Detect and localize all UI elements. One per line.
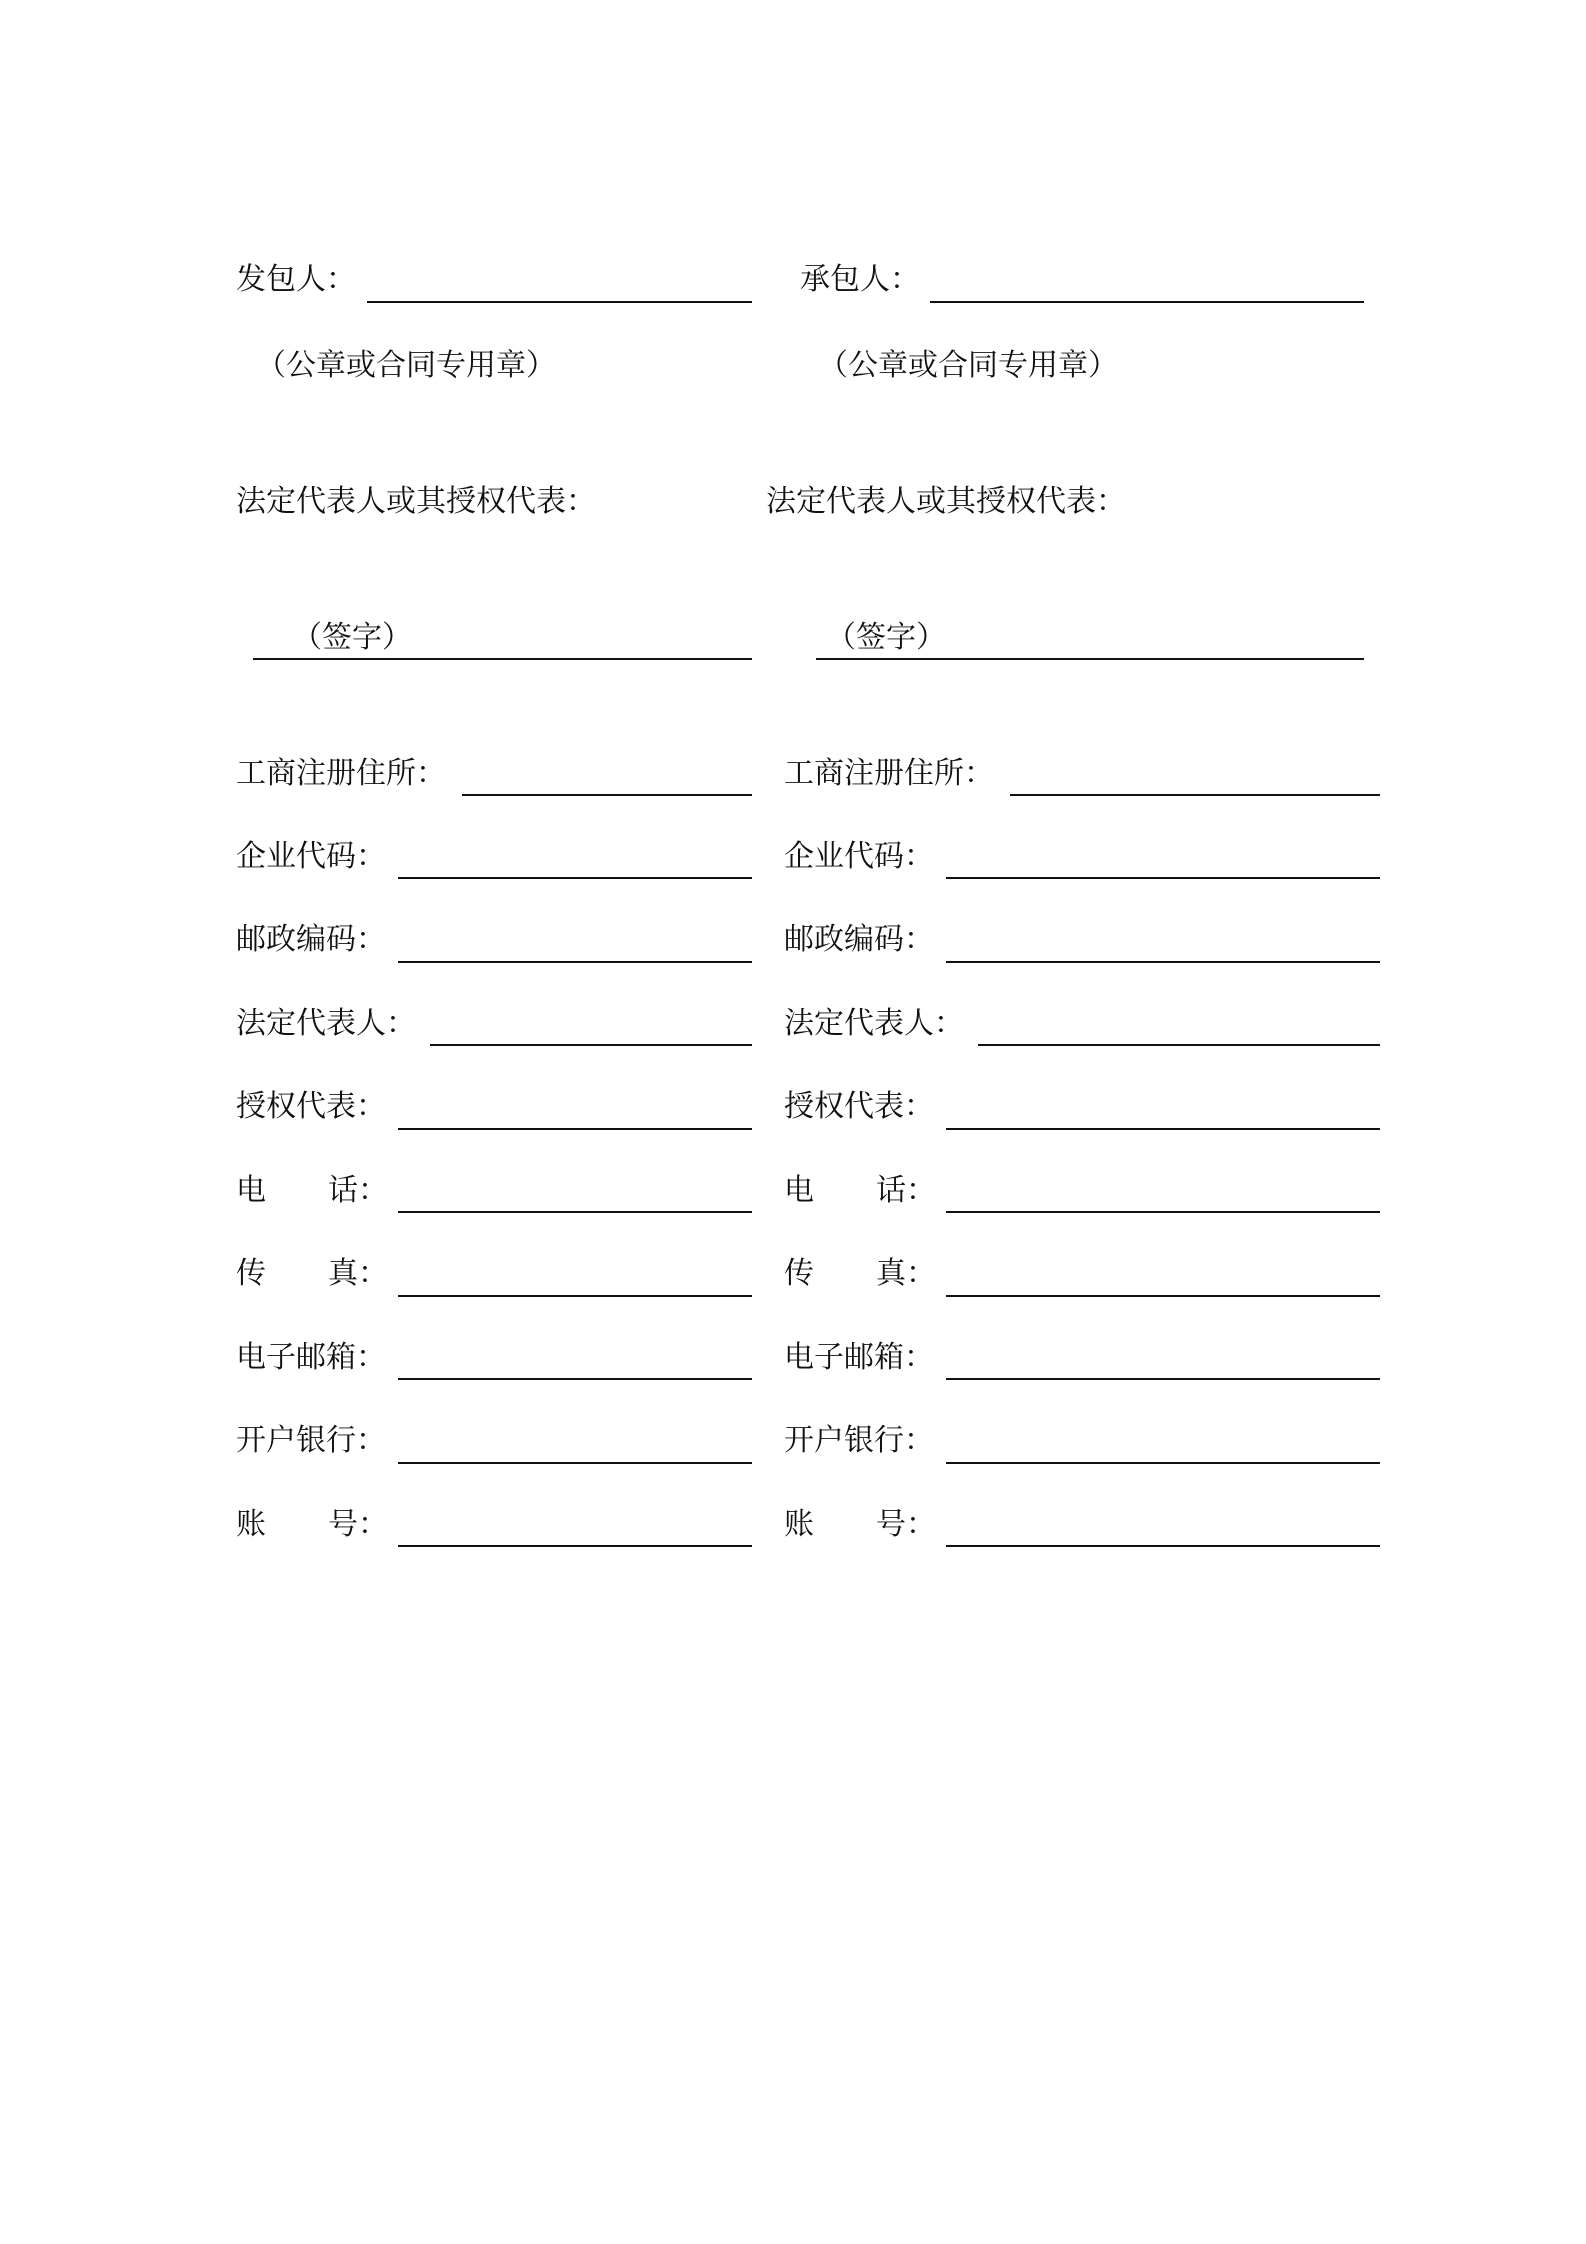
contractor-seal-note: （公章或合同专用章）	[818, 348, 1118, 383]
employer-account-line[interactable]	[398, 1545, 752, 1547]
employer-postcode-label: 邮政编码：	[236, 922, 386, 957]
employer-bank-line[interactable]	[398, 1462, 752, 1464]
employer-account-label-a: 账	[236, 1507, 266, 1542]
employer-address-label: 工商注册住所：	[236, 756, 446, 791]
contractor-bank-label: 开户银行：	[784, 1423, 934, 1458]
employer-legal-rep-label: 法定代表人：	[236, 1006, 416, 1041]
contractor-org-code-line[interactable]	[946, 877, 1380, 879]
contractor-fax-label-a: 传	[784, 1256, 814, 1291]
employer-email-line[interactable]	[398, 1378, 752, 1380]
employer-fax-label-b: 真：	[328, 1256, 388, 1291]
contractor-address-label: 工商注册住所：	[784, 756, 994, 791]
contractor-name-line[interactable]	[930, 301, 1364, 303]
employer-signature-line[interactable]	[253, 658, 752, 660]
employer-auth-rep-line[interactable]	[398, 1128, 752, 1130]
employer-auth-rep-label: 授权代表：	[236, 1089, 386, 1124]
employer-postcode-line[interactable]	[398, 961, 752, 963]
contractor-rep-heading: 法定代表人或其授权代表：	[766, 484, 1126, 519]
contractor-address-line[interactable]	[1010, 794, 1380, 796]
contractor-bank-line[interactable]	[946, 1462, 1380, 1464]
employer-account-label-b: 号：	[328, 1507, 388, 1542]
employer-org-code-label: 企业代码：	[236, 839, 386, 874]
contractor-phone-label-b: 话：	[876, 1173, 936, 1208]
employer-address-line[interactable]	[462, 794, 752, 796]
contractor-account-label-b: 号：	[876, 1507, 936, 1542]
employer-label: 发包人：	[236, 262, 356, 297]
employer-fax-line[interactable]	[398, 1295, 752, 1297]
contractor-signature-line[interactable]	[816, 658, 1364, 660]
employer-phone-label-a: 电	[236, 1173, 266, 1208]
employer-legal-rep-line[interactable]	[430, 1044, 752, 1046]
employer-email-label: 电子邮箱：	[236, 1340, 386, 1375]
employer-seal-note: （公章或合同专用章）	[256, 348, 556, 383]
contractor-postcode-line[interactable]	[946, 961, 1380, 963]
contractor-legal-rep-line[interactable]	[978, 1044, 1380, 1046]
contractor-fax-label-b: 真：	[876, 1256, 936, 1291]
contractor-phone-line[interactable]	[946, 1211, 1380, 1213]
contractor-account-label-a: 账	[784, 1507, 814, 1542]
contractor-email-label: 电子邮箱：	[784, 1340, 934, 1375]
contractor-account-line[interactable]	[946, 1545, 1380, 1547]
employer-fax-label-a: 传	[236, 1256, 266, 1291]
employer-phone-line[interactable]	[398, 1211, 752, 1213]
contractor-org-code-label: 企业代码：	[784, 839, 934, 874]
contractor-auth-rep-line[interactable]	[946, 1128, 1380, 1130]
contractor-fax-line[interactable]	[946, 1295, 1380, 1297]
contractor-legal-rep-label: 法定代表人：	[784, 1006, 964, 1041]
contractor-phone-label-a: 电	[784, 1173, 814, 1208]
employer-bank-label: 开户银行：	[236, 1423, 386, 1458]
employer-rep-heading: 法定代表人或其授权代表：	[236, 484, 596, 519]
employer-name-line[interactable]	[367, 301, 752, 303]
employer-phone-label-b: 话：	[328, 1173, 388, 1208]
contractor-auth-rep-label: 授权代表：	[784, 1089, 934, 1124]
contractor-postcode-label: 邮政编码：	[784, 922, 934, 957]
employer-sign-note: （签字）	[292, 620, 412, 655]
contractor-label: 承包人：	[800, 262, 920, 297]
employer-org-code-line[interactable]	[398, 877, 752, 879]
contractor-email-line[interactable]	[946, 1378, 1380, 1380]
contractor-sign-note: （签字）	[826, 620, 946, 655]
